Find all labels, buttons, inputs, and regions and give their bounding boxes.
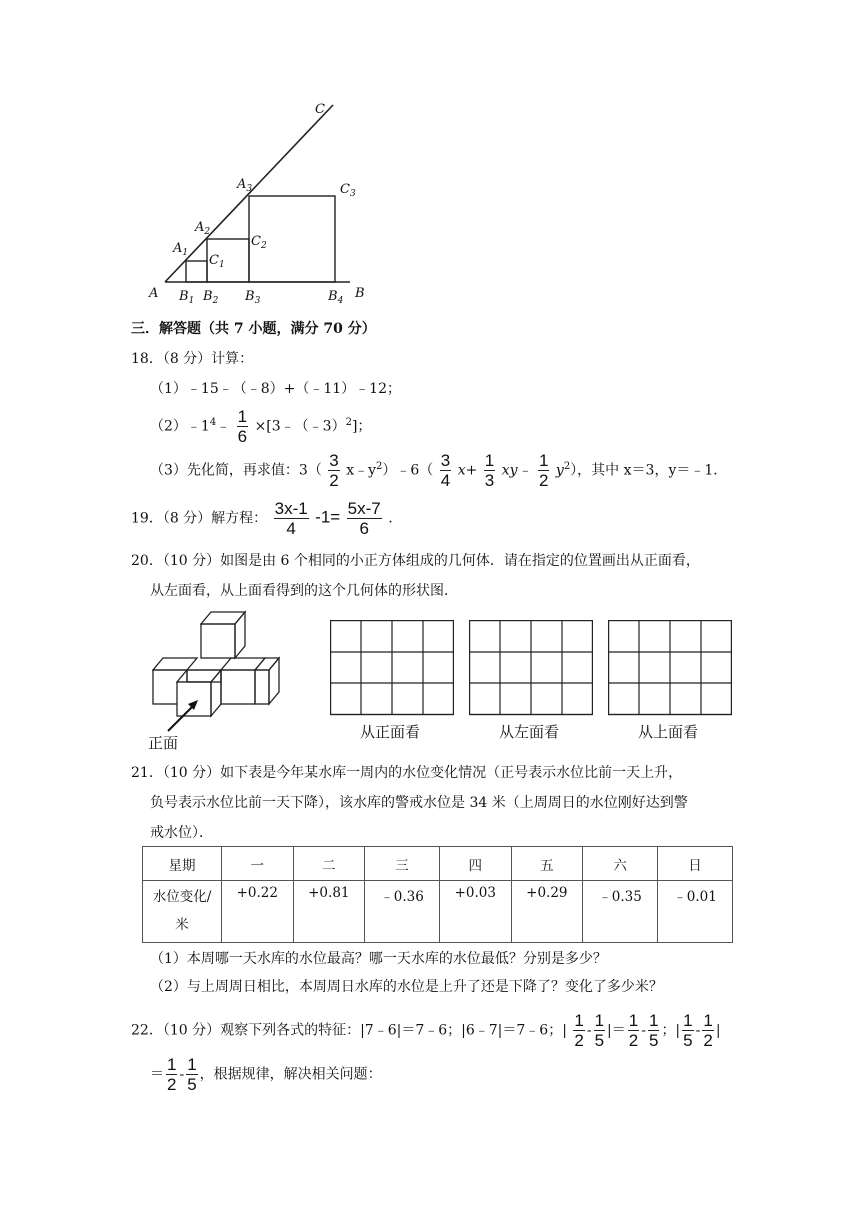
table-header-cell: 二 <box>293 847 365 881</box>
table-row <box>143 881 733 943</box>
table-header-cell: 六 <box>583 847 658 881</box>
q19: 19．（8 分）解方程： $\frac{3x-1}{4}$ -1= $\frac{5x-7}{6}$ . <box>131 499 393 538</box>
q21-line1: 21．（10 分）如下表是今年某水库一周内的水位变化情况（正号表示水位比前一天上升， <box>131 765 683 781</box>
value-cell: ﹣0.35 <box>583 881 658 943</box>
grid-left-view <box>469 620 593 716</box>
value-cell: ﹣0.36 <box>365 881 440 943</box>
svg-text:B: B <box>355 286 365 301</box>
caption-top-view: 从上面看 <box>638 724 699 741</box>
front-label: 正面 <box>148 735 179 751</box>
value-cell: +0.81 <box>293 881 365 943</box>
svg-text:C2: $C_2$ <box>251 234 267 251</box>
value-cell: +0.03 <box>440 881 512 943</box>
q18-head: 18．（8 分）计算： <box>131 351 254 367</box>
q21-line2: 负号表示水位比前一天下降），该水库的警戒水位是 34 米（上周周日的水位刚好达到警 <box>150 795 688 811</box>
row-label-cell: 水位变化/ 米 <box>143 881 222 943</box>
value-cell: ﹣0.01 <box>658 881 733 943</box>
table-header-cell: 五 <box>511 847 583 881</box>
table-header-cell: 三 <box>365 847 440 881</box>
svg-text:A2: $A_2$ <box>195 220 211 237</box>
svg-text:A1: $A_1$ <box>173 241 189 258</box>
table-header-cell: 一 <box>222 847 294 881</box>
svg-text:C3: $C_3$ <box>340 182 356 199</box>
value-cell: +0.29 <box>511 881 583 943</box>
water-level-table <box>142 846 733 943</box>
caption-left-view: 从左面看 <box>499 724 560 741</box>
cube-solid-figure <box>148 606 288 751</box>
q18-part3: （3）先化简，再求值：3（ $\frac{3}{2}$ $x﹣y^2)﹣6$（ $\frac{3}{4}$ x+ $\frac{1}{3}$ xy﹣ $\frac{1}{2}$ $y^2$），其中 x＝3，y＝﹣1． <box>150 451 728 490</box>
q22-line1: 22．（10 分）观察下列各式的特征：|7﹣6|＝7﹣6；|6﹣7|＝7﹣6；| $\frac{1}{2}$ - $\frac{1}{5}$ |＝ $\frac{1}{2}$ - $\frac{1}{5}$ ；| $\frac{1}{5}$ - $\frac{1}{2}$ | <box>131 1011 721 1050</box>
squares-angle-figure <box>145 95 380 310</box>
svg-text:C1: $C_1$ <box>209 253 225 270</box>
q21-sub1: （1）本周哪一天水库的水位最高？哪一天水库的水位最低？分别是多少？ <box>150 951 607 967</box>
q18-part1: （1）﹣15﹣（﹣8）+（﹣11）﹣12； <box>150 381 401 397</box>
table-header-row <box>143 847 733 881</box>
svg-text:A3: $A_3$ <box>237 177 253 194</box>
caption-front-view: 从正面看 <box>360 724 421 741</box>
q22-line2: ＝ $\frac{1}{2}$ - $\frac{1}{5}$ ，根据规律，解决相关问题： <box>150 1055 382 1094</box>
grid-top-view <box>608 620 732 716</box>
table-header-cell: 四 <box>440 847 512 881</box>
table-header-cell: 日 <box>658 847 733 881</box>
svg-text:B4: $B_4$ <box>328 289 344 306</box>
label-C: C <box>315 102 325 117</box>
svg-text:B3: $B_3$ <box>245 289 261 306</box>
value-cell: +0.22 <box>222 881 294 943</box>
grid-front-view <box>330 620 454 716</box>
table-header-cell: 星期 <box>143 847 222 881</box>
q21-line3: 戒水位）． <box>150 825 213 841</box>
section-title: 三．解答题（共 7 小题，满分 70 分） <box>131 321 376 337</box>
q20-line1: 20．（10 分）如图是由 6 个相同的小正方体组成的几何体．请在指定的位置画出从正面看， <box>131 553 700 569</box>
svg-text:A: A <box>149 286 159 301</box>
q21-sub2: （2）与上周周日相比，本周周日水库的水位是上升了还是下降了？变化了多少米？ <box>150 979 663 995</box>
q20-line2: 从左面看，从上面看得到的这个几何体的形状图． <box>150 583 458 599</box>
q18-part2: $(2)﹣1^4﹣$ $\frac{1}{6}$ ×[3﹣（﹣3）$^2$]； <box>150 407 372 446</box>
svg-text:B1: $B_1$ <box>179 289 195 306</box>
svg-text:B2: $B_2$ <box>203 289 219 306</box>
